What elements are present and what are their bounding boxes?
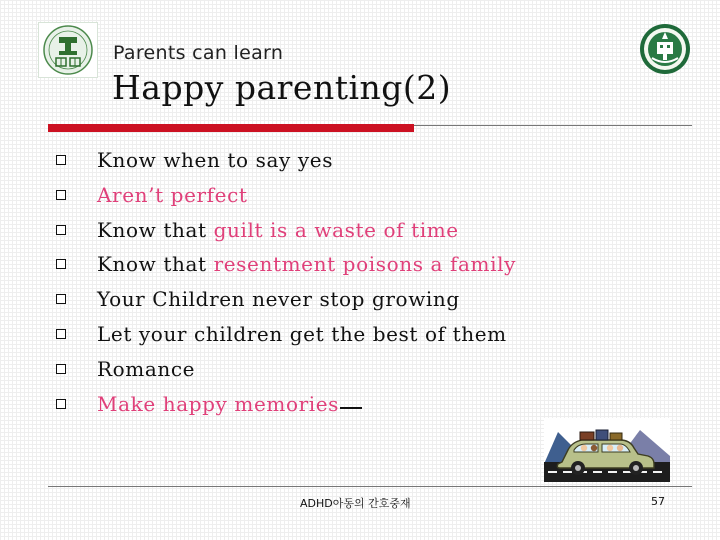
bullet-text-highlight: guilt is a waste of time [213,217,459,242]
square-bullet-icon [56,294,66,304]
footer-caption: ADHD아동의 간호중재 [300,497,411,510]
bullet-text-highlight: resentment poisons a family [213,252,516,277]
square-bullet-icon [56,155,66,165]
bullet-text-part: Romance [97,356,196,381]
square-bullet-icon [56,190,66,200]
bullet-text [97,282,460,317]
footer-divider-line [48,486,692,487]
page-number: 57 [651,495,665,508]
bullet-text-part: Know that [97,217,214,242]
bullet-text-part: Your Children never stop growing [97,287,460,312]
bullet-text [97,178,248,213]
slide-title: Happy parenting(2) [112,68,452,107]
square-bullet-icon [56,364,66,374]
bullet-text [97,143,333,178]
bullet-text [97,352,195,387]
text-cursor-underline [339,391,363,411]
hospital-emblem-icon [638,22,692,76]
square-bullet-icon [56,225,66,235]
bullet-text-highlight: Make happy memories [97,391,340,416]
bullet-text [97,317,507,352]
slide-subtitle: Parents can learn [113,42,284,64]
university-emblem-icon [38,22,98,78]
bullet-text [97,387,363,422]
bullet-text-part: Know that [97,252,214,277]
bullet-text-highlight: Aren’t perfect [97,182,248,207]
family-car-trip-clipart [544,418,670,482]
square-bullet-icon [56,399,66,409]
bullet-text-part: Let your children get the best of them [97,321,507,346]
square-bullet-icon [56,259,66,269]
bullet-text-part: Know when to say yes [97,148,334,172]
square-bullet-icon [56,329,66,339]
bullet-text [97,213,459,248]
bullet-text [97,247,516,282]
title-accent-bar [48,124,414,132]
